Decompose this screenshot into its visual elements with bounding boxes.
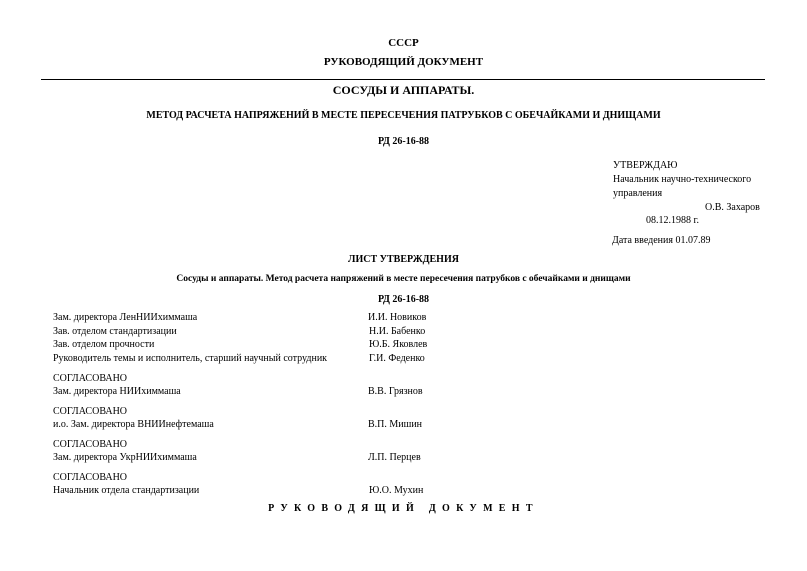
signatory-role: Руководитель темы и исполнитель, старший научный сотрудник <box>53 353 328 364</box>
agreement-label: СОГЛАСОВАНО <box>53 439 128 450</box>
signatory-role: Зав. отделом стандартизации <box>53 326 177 337</box>
approver-name: О.В. Захаров <box>705 202 760 213</box>
signatory-name: И.И. Новиков <box>368 312 427 323</box>
signatory-role: Зам. директора ЛенНИИхиммаша <box>53 312 198 323</box>
doc-type-label: РУКОВОДЯЩИЙ ДОКУМЕНТ <box>323 56 484 68</box>
agreement-role: Зам. директора УкрНИИхиммаша <box>53 452 197 463</box>
signatory-role: Зав. отделом прочности <box>53 339 155 350</box>
approve-label: УТВЕРЖДАЮ <box>613 160 678 171</box>
agreement-label: СОГЛАСОВАНО <box>53 373 128 384</box>
agreement-name: Л.П. Перцев <box>368 452 421 463</box>
doc-code: РД 26-16-88 <box>377 136 430 147</box>
approver-position-line2: управления <box>613 188 663 199</box>
doc-subtitle: МЕТОД РАСЧЕТА НАПРЯЖЕНИЙ В МЕСТЕ ПЕРЕСЕЧЕНИЯ ПАТРУБКОВ С ОБЕЧАЙКАМИ И ДНИЩАМИ <box>146 110 661 121</box>
agreement-label: СОГЛАСОВАНО <box>53 472 128 483</box>
agreement-name: В.В. Грязнов <box>368 386 423 397</box>
agreement-label: СОГЛАСОВАНО <box>53 406 128 417</box>
header-divider <box>41 79 765 80</box>
agreement-role: и.о. Зам. директора ВНИИнефтемаша <box>53 419 214 430</box>
country-label: СССР <box>388 37 419 49</box>
agreement-role: Зам. директора НИИхиммаша <box>53 386 181 397</box>
signatory-name: Ю.Б. Яковлев <box>369 339 428 350</box>
footer-doc-type: РУКОВОДЯЩИЙ ДОКУМЕНТ <box>268 503 539 514</box>
doc-title: СОСУДЫ И АППАРАТЫ. <box>332 83 475 97</box>
sheet-code: РД 26-16-88 <box>377 294 430 305</box>
sheet-heading: ЛИСТ УТВЕРЖДЕНИЯ <box>348 254 459 265</box>
signatory-name: Н.И. Бабенко <box>369 326 426 337</box>
agreement-name: Ю.О. Мухин <box>369 485 424 496</box>
approver-position-line1: Начальник научно-технического <box>613 174 752 185</box>
approval-date: 08.12.1988 г. <box>646 215 699 226</box>
effective-date: Дата введения 01.07.89 <box>612 235 711 246</box>
agreement-name: В.П. Мишин <box>368 419 423 430</box>
signatory-name: Г.И. Феденко <box>369 353 425 364</box>
sheet-title: Сосуды и аппараты. Метод расчета напряжений в месте пересечения патрубков с обечайками и днищами <box>176 274 631 284</box>
agreement-role: Начальник отдела стандартизации <box>53 485 200 496</box>
